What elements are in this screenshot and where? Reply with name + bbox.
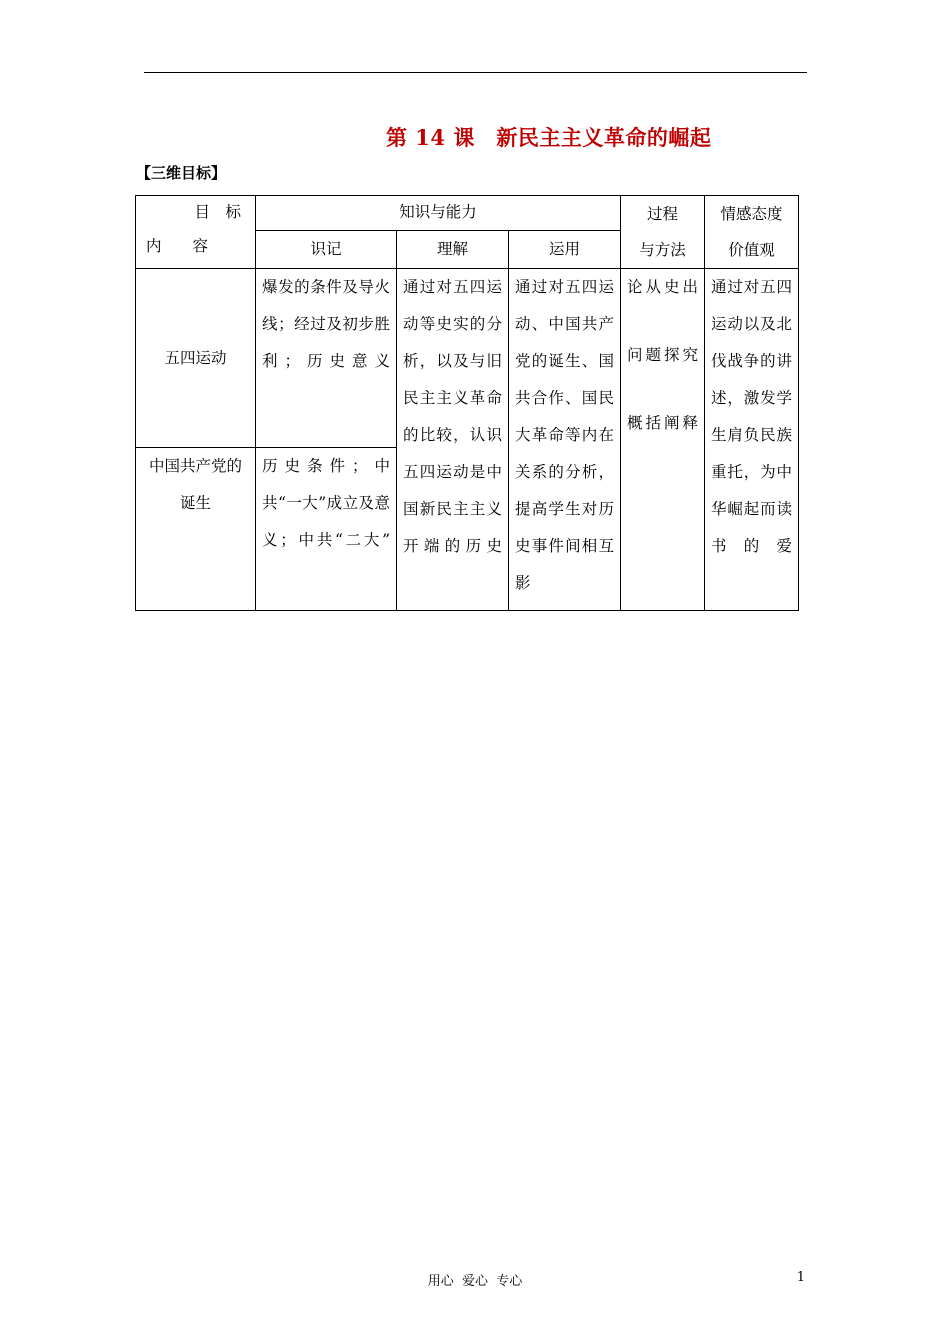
process-cell	[621, 269, 705, 611]
apply-cell	[509, 269, 621, 611]
emotion-header-cell	[705, 196, 799, 269]
group-header-knowledge: 知识与能力	[399, 203, 477, 221]
col-understand: 理解	[436, 239, 468, 258]
section-label: 【三维目标】	[136, 164, 227, 182]
row2-topic-cell	[136, 448, 256, 611]
row1-recall-cell	[256, 269, 397, 448]
group-header-cell	[256, 196, 621, 231]
corner-bottom-label: 内 容	[146, 237, 209, 255]
emotion-text: 通过对五四运动以及北伐战争的讲述，激发学生肩负民族重托，为中华崛起而读书的爱	[711, 278, 792, 555]
row1-topic-cell	[136, 269, 256, 448]
corner-cell	[136, 196, 256, 269]
understand-header-cell	[397, 230, 509, 268]
header-rule	[144, 72, 807, 73]
page-title: 第 14 课 新民主主义革命的崛起	[386, 125, 712, 150]
emotion-cell	[705, 269, 799, 611]
process-header-line2: 与方法	[639, 241, 686, 259]
table-row	[136, 269, 799, 448]
row1-recall: 爆发的条件及导火线；经过及初步胜利；历史意义	[262, 278, 390, 370]
process-item-1: 论从史出	[627, 278, 698, 296]
row2-recall-cell	[256, 448, 397, 611]
recall-header-cell	[256, 230, 397, 268]
col-recall: 识记	[310, 239, 342, 258]
process-header-cell	[621, 196, 705, 269]
emotion-header-line1: 情感态度	[720, 205, 783, 223]
corner-top-label: 目 标	[194, 203, 241, 221]
understand-text: 通过对五四运动等史实的分析，以及与旧民主主义革命的比较，认识五四运动是中国新民主主义开端的历史	[403, 278, 502, 555]
process-header-line1: 过程	[646, 205, 678, 223]
apply-text: 通过对五四运动、中国共产党的诞生、国共合作、国民大革命等内在关系的分析，提高学生对历史事件间相互影	[515, 278, 614, 592]
footer-motto: 用心 爱心 专心	[427, 1274, 523, 1289]
process-item-2: 问题探究	[627, 346, 698, 364]
emotion-header-line2: 价值观	[728, 241, 775, 259]
table-header-row-1	[136, 196, 799, 231]
row2-topic: 中国共产党的诞生	[148, 457, 242, 512]
row1-topic: 五四运动	[164, 348, 227, 367]
understand-cell	[397, 269, 509, 611]
goals-table	[135, 195, 799, 611]
process-item-3: 概括阐释	[627, 414, 698, 432]
col-apply: 运用	[548, 239, 580, 258]
row2-recall: 历史条件；中共“一大”成立及意义；中共“二大”	[262, 457, 390, 549]
apply-header-cell	[509, 230, 621, 268]
page-number: 1	[796, 1270, 805, 1285]
